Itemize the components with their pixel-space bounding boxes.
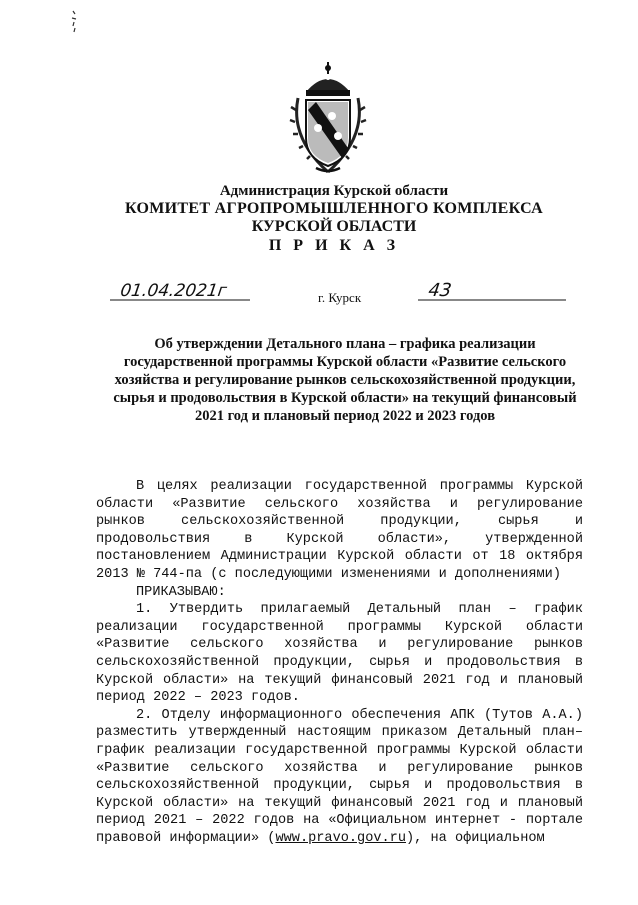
coat-of-arms-emblem (288, 58, 368, 178)
clause-2-paragraph (96, 707, 583, 848)
svg-text:01.04.2021г: 01.04.2021г (119, 281, 229, 301)
date-number-row (0, 280, 638, 310)
handwritten-number (418, 280, 568, 306)
handwritten-date (110, 280, 260, 306)
order-title: Об утверждении Детального плана – графика реализации государственной программы Курской области «Развитие сельского хозяйства и регулирование рынков сельскохозяйственной продукции, сырья и продовольствия в Курской области» на текущий финансовый 2021 год и плановый период 2022 и 2023 годов (113, 336, 577, 424)
preamble-paragraph: В целях реализации государственной программы Курской области «Развитие сельского хозяйства и регулирование рынков сельскохозяйственной продукции, сырья и продовольствия в Курской области», утвержденной постановлением Администрации Курской области от 18 октября 2013 № 744-па (с последующими изменениями и дополнениями) (96, 479, 583, 582)
document-header (0, 183, 638, 256)
scan-speck-mark (70, 10, 78, 34)
administration-name: Администрация Курской области (219, 183, 449, 199)
clause-1-paragraph: 1. Утвердить прилагаемый Детальный план – график реализации государственной программы Курской области «Развитие сельского хозяйства и регулирование рынков сельскохозяйственной продукции, сырья и продовольствия в Курской области» на текущий финансовый 2021 год и плановый период 2022 – 2023 годов. (96, 602, 583, 706)
region-name: КУРСКОЙ ОБЛАСТИ (251, 218, 417, 235)
clause-2-text: 2. Отделу информационного обеспечения АПК (Тутов А.А.) разместить утвержденный настоящим приказом Детальный план–график реализации государственной программы Курской области «Развитие сельского хозяйства и регулирование рынков сельскохозяйственной продукции, сырья и продовольствия в Курской области» на текущий финансовый 2021 год и плановый период 2021 – 2022 годов на «Официальном интернет - портале правовой информации» ( (96, 707, 583, 846)
place-of-issue: г. Курск (318, 290, 362, 305)
committee-name: КОМИТЕТ АГРОПРОМЫШЛЕННОГО КОМПЛЕКСА (125, 200, 543, 217)
clause-2-tail: ), на официальном (406, 830, 545, 846)
order-word: ПРИКАЗЫВАЮ: (136, 584, 226, 600)
pravo-link[interactable]: www.pravo.gov.ru (275, 830, 406, 846)
document-type: П Р И К А З (268, 237, 400, 254)
order-body (96, 478, 583, 847)
svg-text:43: 43 (427, 280, 453, 301)
